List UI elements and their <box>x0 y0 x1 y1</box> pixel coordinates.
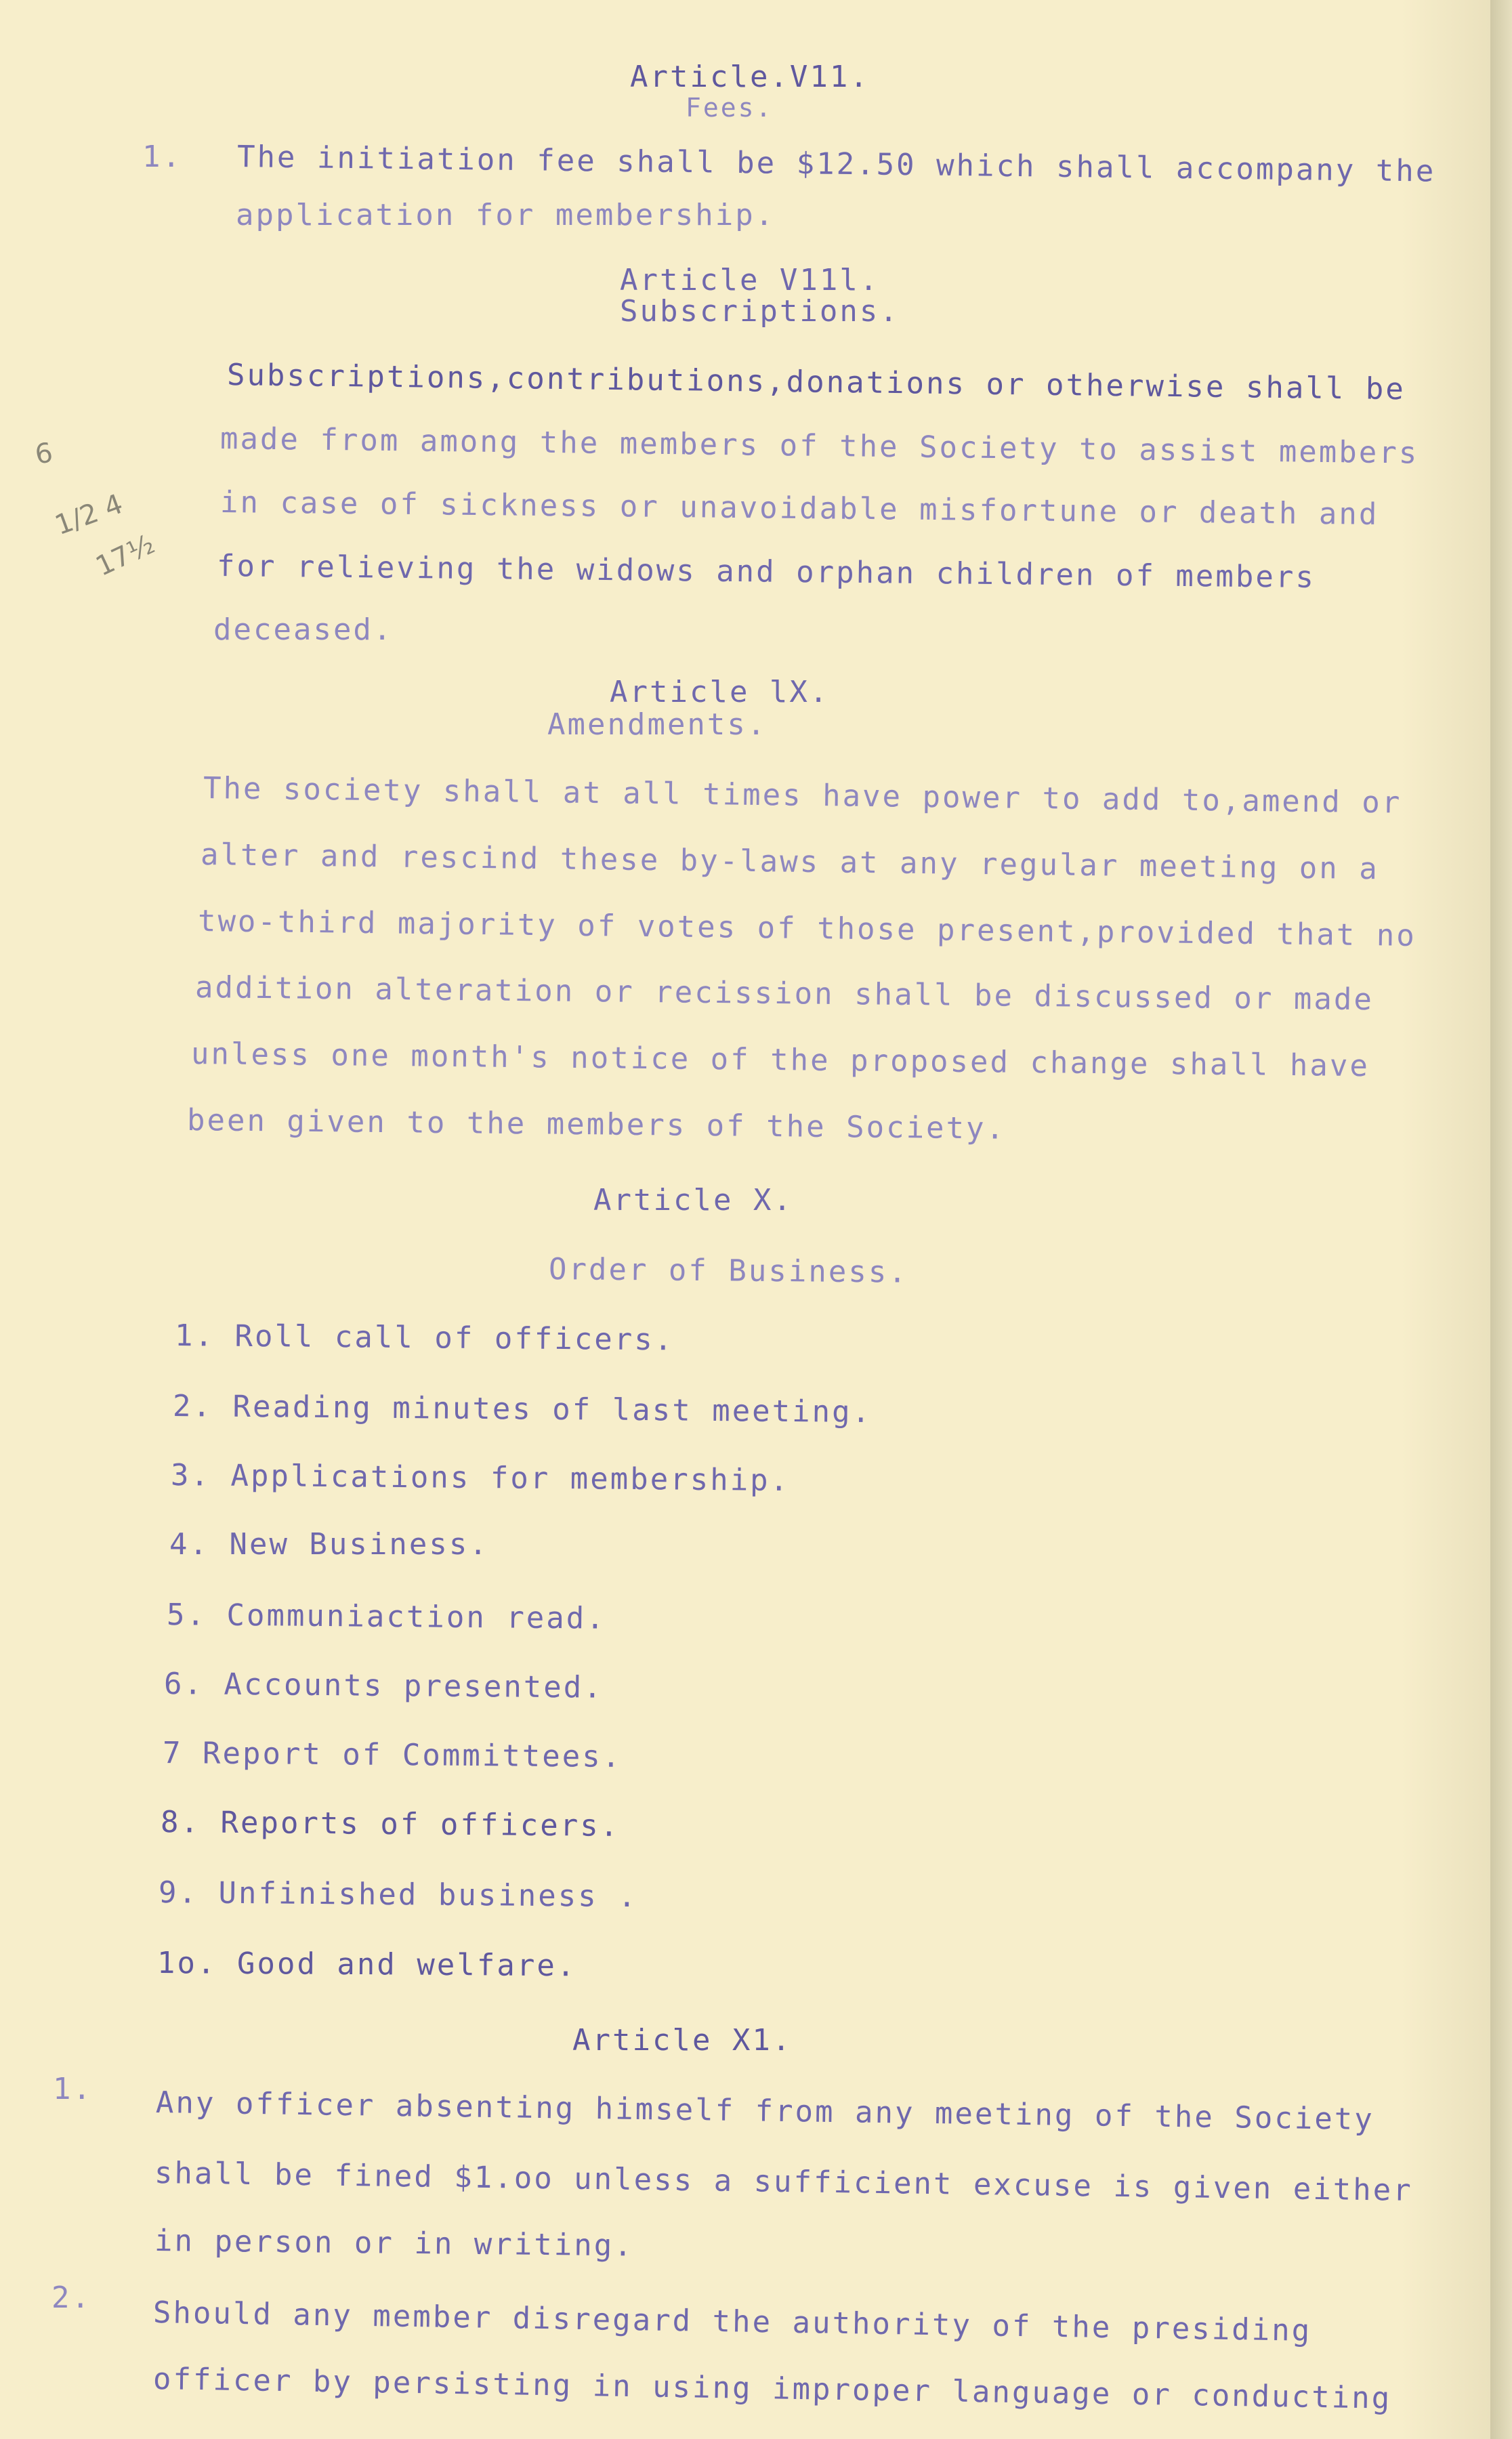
order-of-business-item: 6. Accounts presented. <box>163 1667 604 1705</box>
article-7-line-2: application for membership. <box>236 198 776 232</box>
order-of-business-item: 5. Communiaction read. <box>166 1598 606 1636</box>
article-11-item-1-line-1: Any officer absenting himself from any meeting of the Society <box>155 2085 1375 2138</box>
article-11-item-2-number: 2. <box>51 2280 91 2315</box>
article-7-heading: Article.V11. <box>630 60 870 94</box>
article-10-heading: Article X. <box>593 1183 793 1217</box>
article-11-item-1-line-3: in person or in writing. <box>154 2224 634 2264</box>
article-10-subheading: Order of Business. <box>548 1252 909 1290</box>
article-9-line-5: unless one month's notice of the proposed change shall have <box>190 1037 1370 1084</box>
article-8-line-3: in case of sickness or unavoidable misfortune or death and <box>219 485 1379 532</box>
order-of-business-item: 3. Applications for membership. <box>170 1458 791 1498</box>
order-of-business-item: 1o. Good and welfare. <box>156 1946 577 1984</box>
article-8-line-1: Subscriptions,contributions,donations or otherwise shall be <box>226 358 1406 407</box>
article-11-item-1-number: 1. <box>53 2072 93 2106</box>
order-of-business-item: 4. New Business. <box>169 1527 489 1562</box>
article-11-heading: Article X1. <box>572 2023 793 2058</box>
margin-pencil-note-2: 1/2 4 <box>51 488 127 542</box>
article-11-item-1-line-2: shall be fined $1.oo unless a sufficient excuse is given either <box>154 2156 1414 2208</box>
article-9-line-3: two-third majority of votes of those present,provided that no <box>197 904 1417 953</box>
page-edge <box>1490 0 1512 2439</box>
article-9-line-6: been given to the members of the Society. <box>186 1103 1007 1146</box>
margin-pencil-note-3: 17½ <box>91 528 160 583</box>
order-of-business-item: 1. Roll call of officers. <box>174 1318 675 1358</box>
article-8-heading: Article V11l. <box>620 263 880 297</box>
article-9-line-2: alter and rescind these by-laws at any regular meeting on a <box>200 837 1380 887</box>
order-of-business-item: 2. Reading minutes of last meeting. <box>172 1389 873 1430</box>
article-8-line-4: for relieving the widows and orphan children of members <box>216 549 1316 595</box>
margin-pencil-note-1: 6 <box>33 437 56 471</box>
article-9-line-1: The society shall at all times have power to add to,amend or <box>203 771 1402 820</box>
article-8-line-2: made from among the members of the Society to assist members <box>219 421 1419 471</box>
order-of-business-item: 9. Unfinished business . <box>158 1875 638 1915</box>
order-of-business-item: 8. Reports of officers. <box>160 1805 621 1843</box>
article-8-subheading: Subscriptions. <box>620 294 900 329</box>
article-9-heading: Article lX. <box>610 675 830 709</box>
article-9-line-4: addition alteration or recission shall be discussed or made <box>194 970 1374 1018</box>
article-8-line-5: deceased. <box>213 612 394 647</box>
article-9-subheading: Amendments. <box>547 707 768 742</box>
article-7-line-1: The initiation fee shall be $12.50 which shall accompany the <box>236 140 1436 189</box>
article-7-subheading: Fees. <box>686 93 774 123</box>
article-11-item-2-line-1: Should any member disregard the authority of the presiding <box>152 2295 1312 2348</box>
article-11-item-2-line-2: officer by persisting in using improper language or conducting <box>152 2362 1392 2416</box>
order-of-business-item: 7 Report of Committees. <box>162 1736 623 1774</box>
article-7-item-number: 1. <box>142 140 182 174</box>
